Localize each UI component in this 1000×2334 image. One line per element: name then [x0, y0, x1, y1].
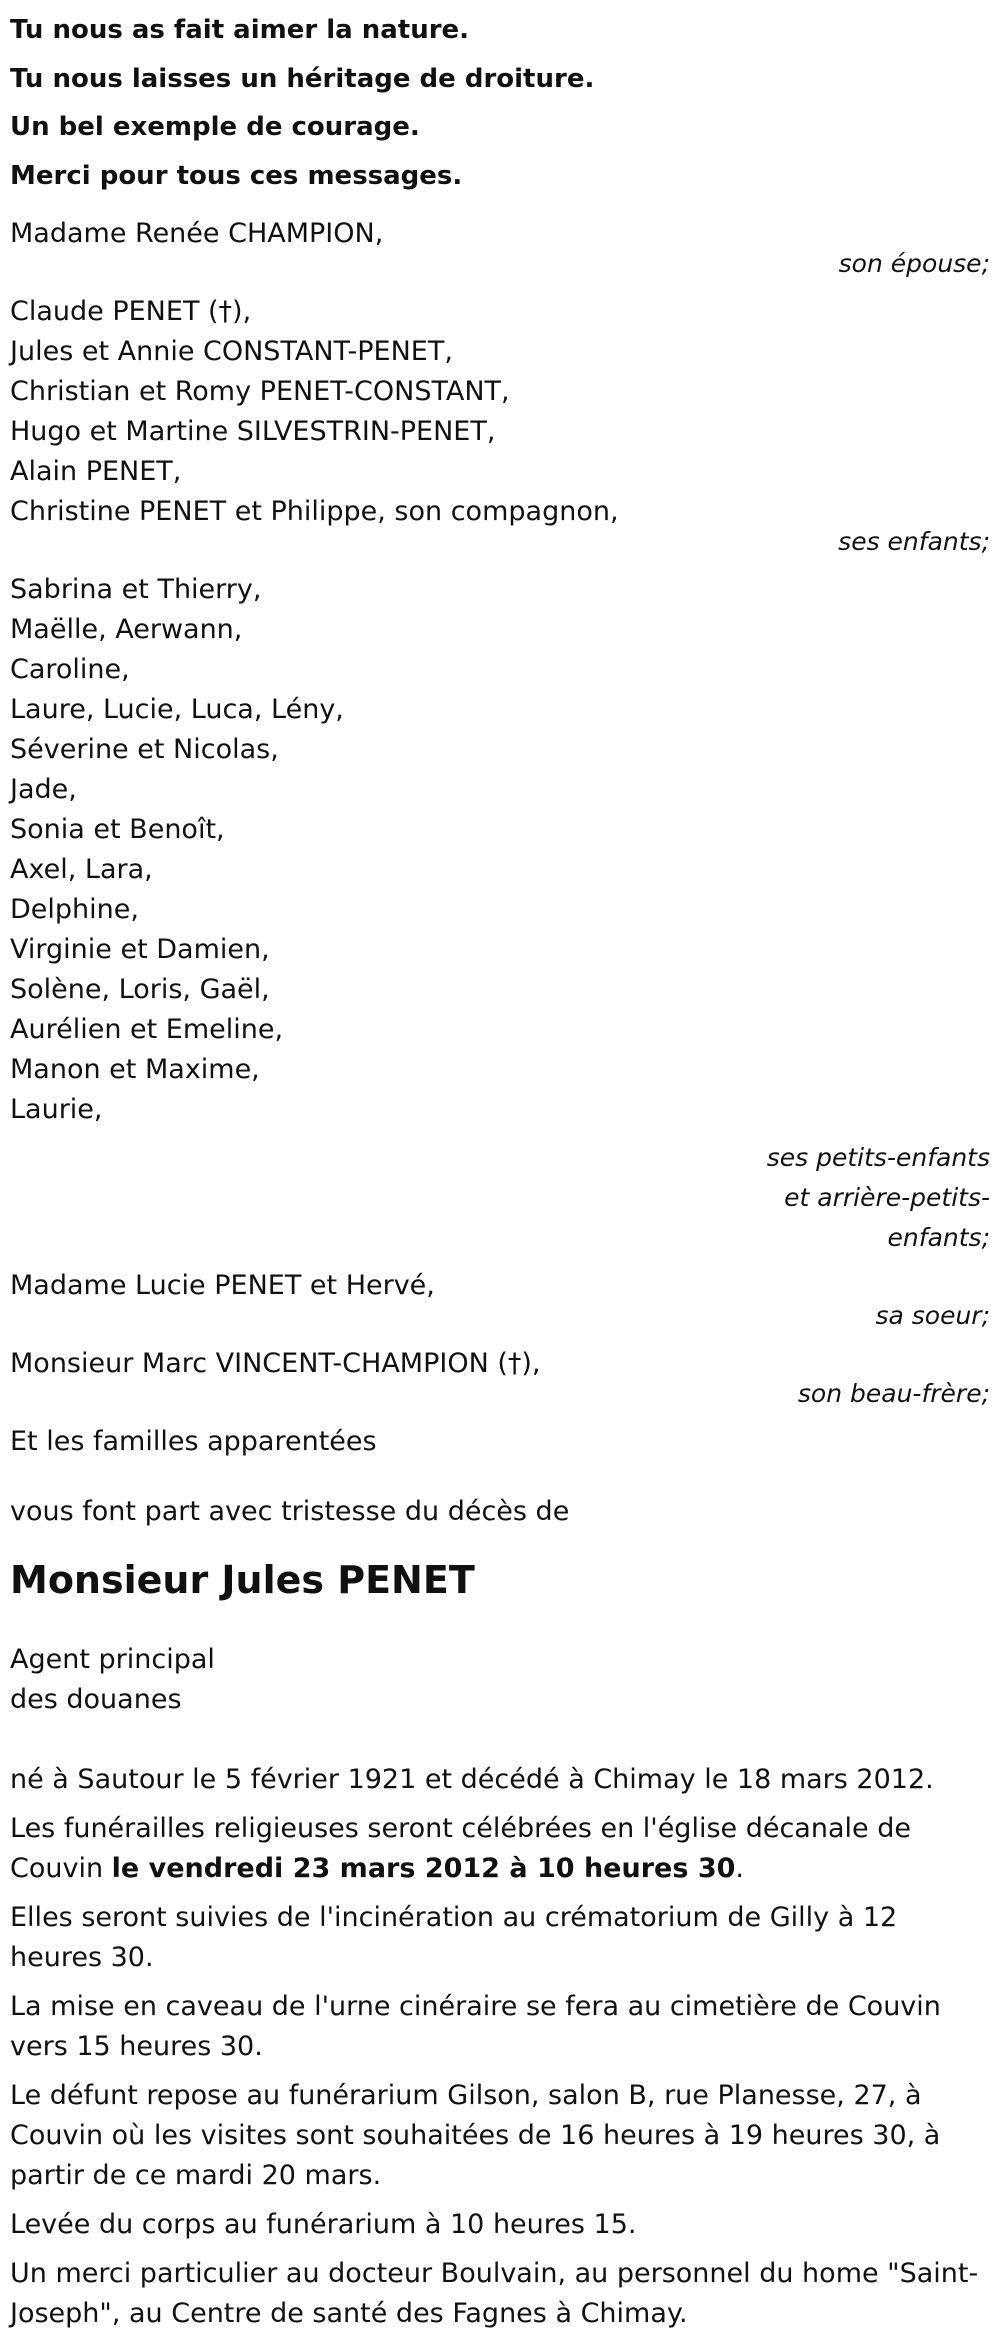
- brother-in-law-group: [10, 1344, 1000, 1414]
- grandchild-name: Caroline,: [10, 654, 130, 685]
- grandchild-name: Maëlle, Aerwann,: [10, 614, 243, 645]
- funeral-end: .: [735, 1853, 744, 1884]
- child-name: Christine PENET et Philippe, son compagnon,: [10, 496, 619, 527]
- intro-line: Un bel exemple de courage.: [10, 112, 420, 142]
- spouse-group: [10, 214, 1000, 284]
- sister-group: [10, 1266, 1000, 1336]
- child-name: Christian et Romy PENET-CONSTANT,: [10, 376, 510, 407]
- child-name: Hugo et Martine SILVESTRIN-PENET,: [10, 416, 496, 447]
- spacer: [10, 1462, 1000, 1492]
- cremation-text: Elles seront suivies de l'incinération au crématorium de Gilly à 12 heures 30.: [10, 1902, 898, 1973]
- families-line: Et les familles apparentées: [10, 1426, 377, 1457]
- child-name: Jules et Annie CONSTANT-PENET,: [10, 336, 453, 367]
- deceased-name: Monsieur Jules PENET: [10, 1558, 475, 1602]
- birth-death-text: né à Sautour le 5 février 1921 et décédé à Chimay le 18 mars 2012.: [10, 1764, 934, 1795]
- grandchildren-role-line: et arrière-petits-: [784, 1183, 990, 1212]
- visits-text: Le défunt repose au funérarium Gilson, salon B, rue Planesse, 27, à Couvin où les visites sont souhaitées de 16 heures à 19 heures 30, à partir de ce mardi 20 mars.: [10, 2080, 941, 2191]
- grandchildren-group: [10, 570, 1000, 1258]
- grandchildren-role-line: ses petits-enfants: [766, 1143, 990, 1172]
- child-name: Claude PENET (†),: [10, 296, 252, 327]
- funeral-date: le vendredi 23 mars 2012 à 10 heures 30: [111, 1853, 736, 1884]
- job-line: des douanes: [10, 1684, 182, 1715]
- funeral-intro: Les funérailles religieuses seront célébrées en l'église décanale de Couvin: [10, 1813, 911, 1884]
- grandchild-name: Sonia et Benoît,: [10, 814, 225, 845]
- intro-poem: [10, 6, 1000, 200]
- grandchild-name: Solène, Loris, Gaël,: [10, 974, 270, 1005]
- intro-line: Tu nous as fait aimer la nature.: [10, 15, 470, 45]
- grandchild-name: Axel, Lara,: [10, 854, 153, 885]
- grandchild-name: Sabrina et Thierry,: [10, 574, 262, 605]
- announcement-line: vous font part avec tristesse du décès de: [10, 1496, 570, 1527]
- spouse-role: son épouse;: [838, 249, 990, 278]
- grandchildren-role-line: enfants;: [887, 1223, 990, 1252]
- children-role: ses enfants;: [838, 527, 990, 556]
- grandchild-name: Delphine,: [10, 894, 139, 925]
- sister-role: sa soeur;: [875, 1301, 990, 1330]
- intro-line: Merci pour tous ces messages.: [10, 160, 463, 191]
- urn-text: La mise en caveau de l'urne cinéraire se fera au cimetière de Couvin vers 15 heures 30.: [10, 1991, 941, 2062]
- grandchild-name: Laurie,: [10, 1094, 103, 1125]
- grandchild-name: Manon et Maxime,: [10, 1054, 260, 1085]
- children-group: [10, 292, 1000, 562]
- sister-name: Madame Lucie PENET et Hervé,: [10, 1270, 435, 1301]
- intro-line: Tu nous laisses un héritage de droiture.: [10, 63, 595, 94]
- grandchild-name: Séverine et Nicolas,: [10, 734, 279, 765]
- grandchild-name: Aurélien et Emeline,: [10, 1014, 284, 1045]
- grandchild-name: Jade,: [10, 774, 77, 805]
- grandchild-name: Virginie et Damien,: [10, 934, 270, 965]
- brother-in-law-name: Monsieur Marc VINCENT-CHAMPION (†),: [10, 1348, 541, 1379]
- job-title: [10, 1640, 1000, 1720]
- levee-text: Levée du corps au funérarium à 10 heures 15.: [10, 2209, 637, 2240]
- child-name: Alain PENET,: [10, 456, 182, 487]
- grandchildren-role: [10, 1138, 990, 1258]
- thanks-text: Un merci particulier au docteur Boulvain, au personnel du home "Saint-Joseph", au Centre de santé des Fagnes à Chimay.: [10, 2258, 979, 2329]
- job-line: Agent principal: [10, 1644, 215, 1675]
- brother-in-law-role: son beau-frère;: [797, 1379, 990, 1408]
- grandchild-name: Laure, Lucie, Luca, Lény,: [10, 694, 344, 725]
- spouse-name: Madame Renée CHAMPION,: [10, 218, 384, 249]
- funeral-text: [10, 1809, 990, 1889]
